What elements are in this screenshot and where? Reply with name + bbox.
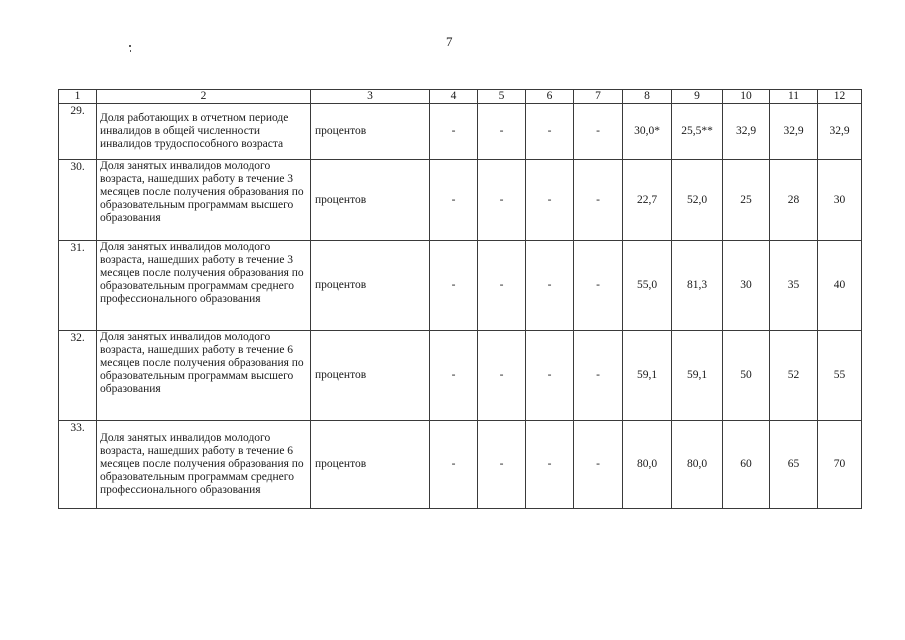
value-cell: 25 xyxy=(723,160,770,241)
page-number: 7 xyxy=(446,34,453,49)
value-cell: - xyxy=(430,241,478,331)
col-header: 12 xyxy=(818,90,862,104)
value-cell: - xyxy=(574,160,623,241)
value-cell: - xyxy=(574,331,623,421)
value-cell: - xyxy=(574,104,623,160)
value-cell: 55 xyxy=(818,331,862,421)
value-cell: 30,0* xyxy=(623,104,672,160)
value-cell: 32,9 xyxy=(770,104,818,160)
value-cell: - xyxy=(526,331,574,421)
unit-cell: процентов xyxy=(311,160,430,241)
value-cell: 35 xyxy=(770,241,818,331)
value-cell: - xyxy=(526,241,574,331)
indicator-name: Доля занятых инвалидов молодого возраста, нашедших работу в течение 3 месяцев после получения образования по образовательным программам среднего профессионального образования xyxy=(97,241,311,331)
value-cell: 28 xyxy=(770,160,818,241)
value-cell: 80,0 xyxy=(672,421,723,509)
col-header: 11 xyxy=(770,90,818,104)
value-cell: 70 xyxy=(818,421,862,509)
unit-cell: процентов xyxy=(311,241,430,331)
value-cell: 50 xyxy=(723,331,770,421)
row-number: 29. xyxy=(59,104,97,160)
value-cell: 40 xyxy=(818,241,862,331)
value-cell: 32,9 xyxy=(818,104,862,160)
value-cell: 22,7 xyxy=(623,160,672,241)
value-cell: - xyxy=(430,104,478,160)
value-cell: - xyxy=(478,160,526,241)
value-cell: - xyxy=(526,421,574,509)
scan-speck xyxy=(130,50,131,52)
row-number: 30. xyxy=(59,160,97,241)
value-cell: 81,3 xyxy=(672,241,723,331)
col-header: 7 xyxy=(574,90,623,104)
value-cell: - xyxy=(430,160,478,241)
value-cell: - xyxy=(574,421,623,509)
unit-cell: процентов xyxy=(311,331,430,421)
col-header: 4 xyxy=(430,90,478,104)
value-cell: - xyxy=(526,104,574,160)
value-cell: - xyxy=(478,241,526,331)
row-number: 33. xyxy=(59,421,97,509)
indicators-table xyxy=(58,89,862,509)
table-row xyxy=(59,104,862,160)
unit-cell: процентов xyxy=(311,104,430,160)
value-cell: 52 xyxy=(770,331,818,421)
table-row xyxy=(59,331,862,421)
col-header: 2 xyxy=(97,90,311,104)
value-cell: 32,9 xyxy=(723,104,770,160)
col-header: 5 xyxy=(478,90,526,104)
value-cell: 65 xyxy=(770,421,818,509)
col-header: 6 xyxy=(526,90,574,104)
value-cell: 80,0 xyxy=(623,421,672,509)
table-row xyxy=(59,160,862,241)
indicator-name: Доля занятых инвалидов молодого возраста, нашедших работу в течение 6 месяцев после получения образования по образовательным программам среднего профессионального образования xyxy=(97,421,311,509)
indicator-name: Доля работающих в отчетном периоде инвалидов в общей численности инвалидов трудоспособного возраста xyxy=(97,104,311,160)
value-cell: - xyxy=(478,104,526,160)
header-row xyxy=(59,90,862,104)
value-cell: - xyxy=(430,421,478,509)
table-row xyxy=(59,421,862,509)
unit-cell: процентов xyxy=(311,421,430,509)
value-cell: 52,0 xyxy=(672,160,723,241)
value-cell: 30 xyxy=(818,160,862,241)
value-cell: 30 xyxy=(723,241,770,331)
scan-speck xyxy=(129,45,131,47)
value-cell: - xyxy=(478,421,526,509)
value-cell: 59,1 xyxy=(623,331,672,421)
col-header: 9 xyxy=(672,90,723,104)
value-cell: - xyxy=(574,241,623,331)
col-header: 1 xyxy=(59,90,97,104)
value-cell: 25,5** xyxy=(672,104,723,160)
col-header: 3 xyxy=(311,90,430,104)
table-row xyxy=(59,241,862,331)
indicator-name: Доля занятых инвалидов молодого возраста, нашедших работу в течение 3 месяцев после получения образования по образовательным программам высшего образования xyxy=(97,160,311,241)
row-number: 31. xyxy=(59,241,97,331)
value-cell: - xyxy=(478,331,526,421)
col-header: 8 xyxy=(623,90,672,104)
indicator-name: Доля занятых инвалидов молодого возраста, нашедших работу в течение 6 месяцев после получения образования по образовательным программам высшего образования xyxy=(97,331,311,421)
col-header: 10 xyxy=(723,90,770,104)
value-cell: - xyxy=(430,331,478,421)
value-cell: 60 xyxy=(723,421,770,509)
value-cell: 59,1 xyxy=(672,331,723,421)
value-cell: - xyxy=(526,160,574,241)
row-number: 32. xyxy=(59,331,97,421)
value-cell: 55,0 xyxy=(623,241,672,331)
